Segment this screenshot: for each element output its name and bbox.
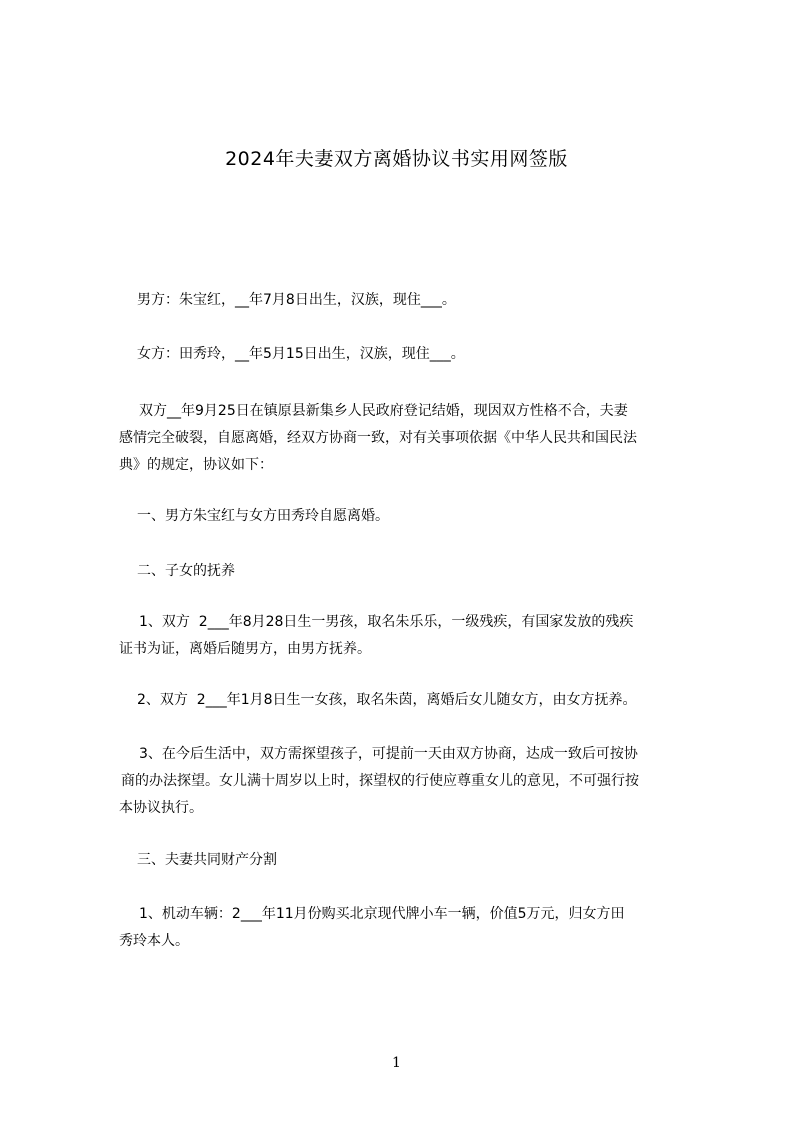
marriage-paragraph-line-2: 感情完全破裂，自愿离婚，经双方协商一致，对有关事项依据《中华人民共和国民法 (119, 430, 637, 446)
visitation-line-3: 本协议执行。 (119, 800, 203, 816)
section-three-heading: 三、夫妻共同财产分割 (137, 852, 277, 868)
child-item-2: 2、双方 2___年1月8日生一女孩，取名朱茵，离婚后女儿随女方，由女方抚养。 (137, 692, 637, 708)
child-item-1-line-1: 1、双方 2___年8月28日生一男孩，取名朱乐乐，一级残疾，有国家发放的残疾 (139, 614, 634, 630)
property-item-1-line-1: 1、机动车辆：2___年11月份购买北京现代牌小车一辆，价值5万元，归女方田 (139, 906, 625, 922)
marriage-paragraph-line-3: 典》的规定，协议如下： (119, 457, 273, 473)
document-title: 2024年夫妻双方离婚协议书实用网签版 (225, 148, 568, 170)
page-number: 1 (392, 1055, 401, 1071)
child-item-1-line-2: 证书为证，离婚后随男方，由男方抚养。 (119, 641, 371, 657)
marriage-paragraph-line-1: 双方__年9月25日在镇原县新集乡人民政府登记结婚，现因双方性格不合，夫妻 (139, 403, 628, 419)
visitation-line-2: 商的办法探望。女儿满十周岁以上时，探望权的行使应尊重女儿的意见，不可强行按 (121, 773, 639, 789)
party-male-line: 男方：朱宝红，__年7月8日出生，汉族，现住___。 (137, 292, 456, 308)
section-one-heading: 一、男方朱宝红与女方田秀玲自愿离婚。 (137, 508, 389, 524)
party-female-line: 女方：田秀玲，__年5月15日出生，汉族，现住___。 (137, 346, 465, 362)
section-two-heading: 二、子女的抚养 (137, 563, 235, 579)
property-item-1-line-2: 秀玲本人。 (119, 933, 189, 949)
visitation-line-1: 3、在今后生活中，双方需探望孩子，可提前一天由双方协商，达成一致后可按协 (139, 746, 638, 762)
